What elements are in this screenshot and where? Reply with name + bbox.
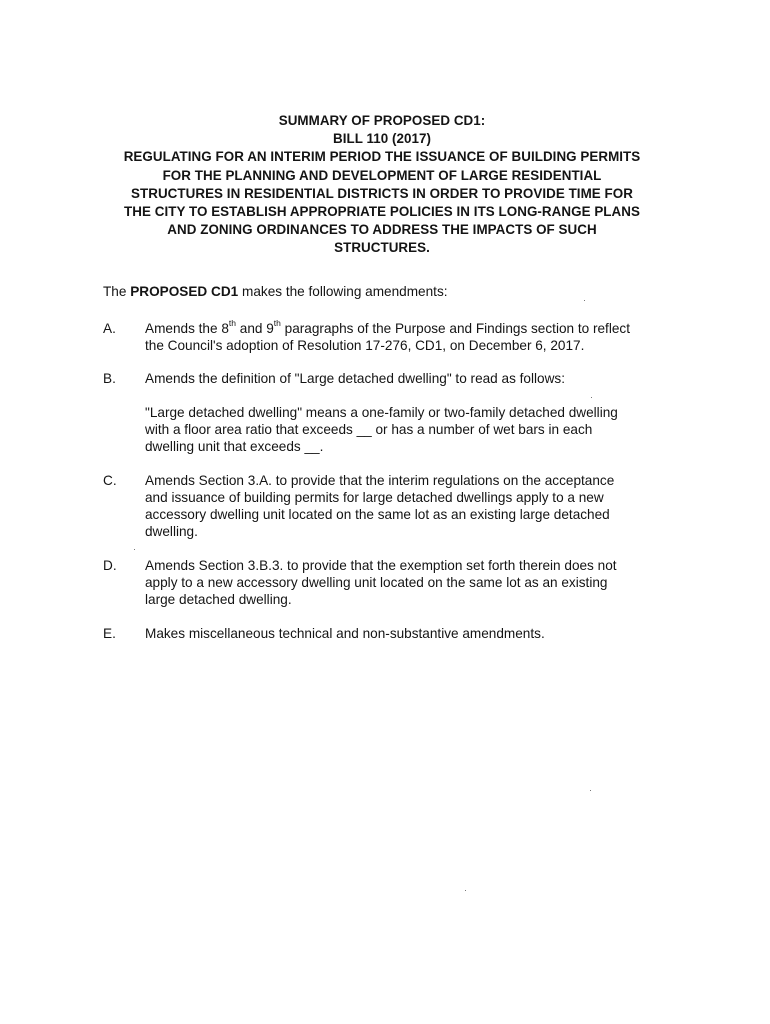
item-text [145,625,673,642]
title-line: BILL 110 (2017) [332,131,431,147]
quote-line: dwelling unit that exceeds __. [145,439,324,454]
item-line: Makes miscellaneous technical and non-substantive amendments. [145,626,545,641]
item-text [145,472,673,540]
intro-paragraph [103,283,448,301]
item-text [145,557,673,608]
item-line [145,320,673,337]
item-line: accessory dwelling unit located on the same lot as an existing large detached [145,507,610,522]
text-run: paragraphs of the Purpose and Findings section to reflect [280,321,630,336]
scan-speck [590,790,591,791]
scan-speck [591,397,592,398]
title-line: SUMMARY OF PROPOSED CD1: [278,113,486,128]
scan-speck [465,890,466,891]
intro-prefix: The [103,284,131,299]
item-line: Amends Section 3.B.3. to provide that the exemption set forth therein does not [145,558,617,573]
title-line: REGULATING FOR AN INTERIM PERIOD THE ISSUANCE OF BUILDING PERMITS [123,149,641,165]
text-run: Amends the 8 [145,321,229,336]
text-run: and 9 [235,321,274,336]
superscript: th [273,318,281,329]
item-text [145,320,673,354]
item-letter: C. [103,473,117,488]
definition-quote [145,404,665,455]
scan-speck [584,300,585,301]
item-line: and issuance of building permits for large detached dwellings apply to a new [145,490,604,505]
item-line: dwelling. [145,524,198,539]
title-line: STRUCTURES IN RESIDENTIAL DISTRICTS IN ORDER TO PROVIDE TIME FOR [131,185,633,201]
title-line: THE CITY TO ESTABLISH APPROPRIATE POLICIES IN ITS LONG-RANGE PLANS [124,204,640,220]
superscript: th [228,318,236,329]
title-line: AND ZONING ORDINANCES TO ADDRESS THE IMPACTS OF SUCH [167,222,597,238]
item-letter: B. [103,371,116,386]
scan-speck [134,549,135,550]
item-text [145,370,673,387]
item-line: large detached dwelling. [145,592,292,607]
title-line: STRUCTURES. [334,240,430,256]
item-letter: E. [103,626,116,641]
item-line: Amends the definition of "Large detached dwelling" to read as follows: [145,371,565,386]
item-letter: A. [103,321,116,336]
title-line: FOR THE PLANNING AND DEVELOPMENT OF LARGE RESIDENTIAL [162,167,602,183]
quote-line: "Large detached dwelling" means a one-family or two-family detached dwelling [145,405,618,420]
item-line: apply to a new accessory dwelling unit located on the same lot as an existing [145,575,608,590]
intro-suffix: makes the following amendments: [238,284,448,299]
item-line: Amends Section 3.A. to provide that the interim regulations on the acceptance [145,473,615,488]
document-title [98,112,666,258]
item-letter: D. [103,558,117,573]
quote-line: with a floor area ratio that exceeds __ or has a number of wet bars in each [145,422,593,437]
intro-bold: PROPOSED CD1 [130,284,239,299]
item-line: the Council's adoption of Resolution 17-276, CD1, on December 6, 2017. [145,338,585,353]
